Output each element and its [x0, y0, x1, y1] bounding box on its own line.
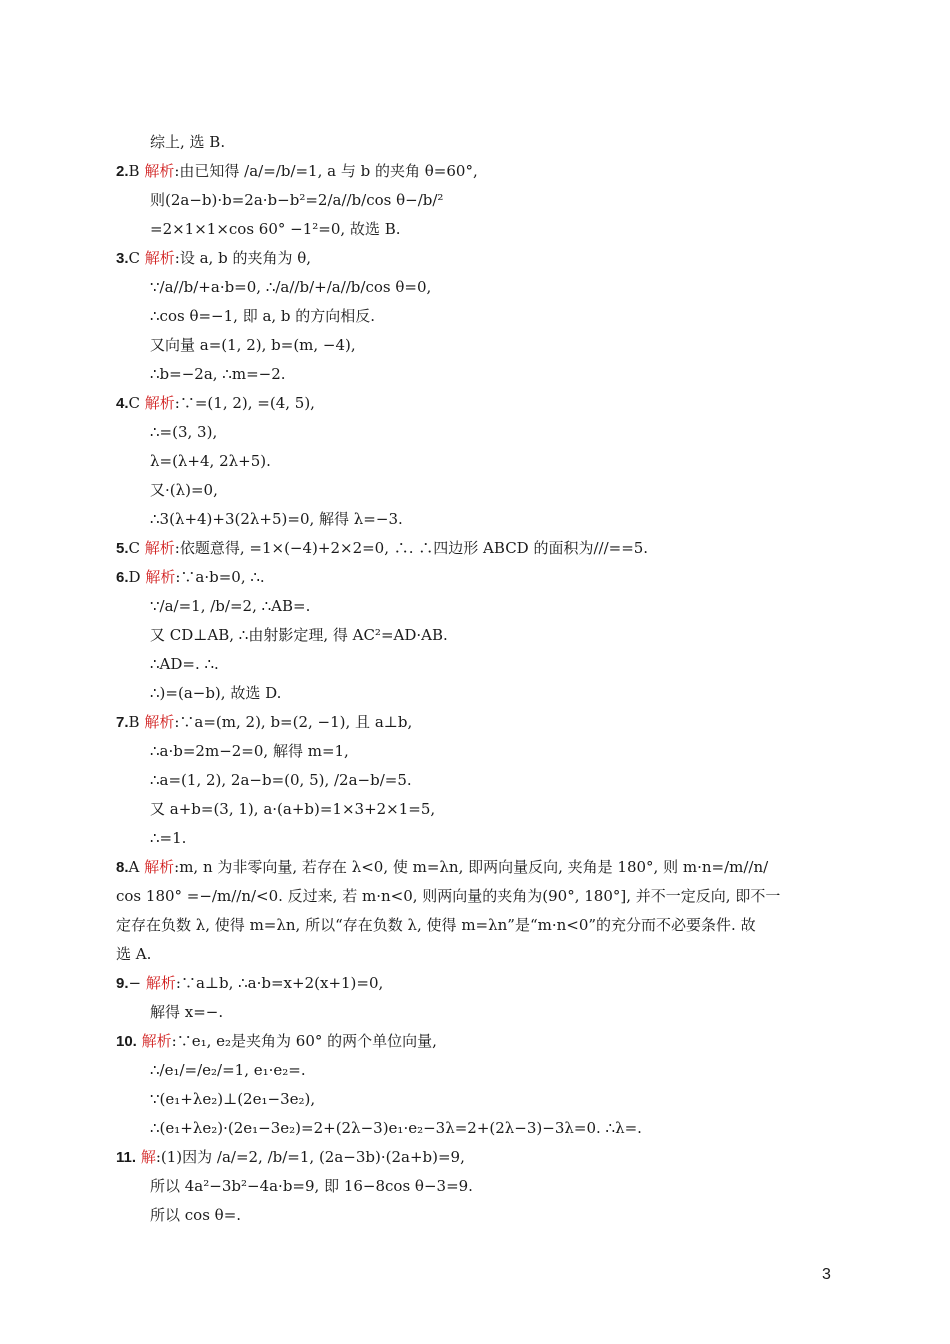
line-text: ∴a=(1, 2), 2a−b=(0, 5), /2a−b/=5. [150, 771, 412, 789]
text-line [150, 1176, 473, 1196]
text-line [116, 944, 151, 964]
line-text: 综上, 选 B. [150, 133, 226, 151]
text-line [150, 828, 186, 848]
line-text: ∴=(3, 3), [150, 423, 218, 441]
text-line [150, 770, 412, 790]
answer-label: 解析 [144, 713, 175, 731]
line-text: =2×1×1×cos 60° −1²=0, 故选 B. [150, 220, 401, 238]
question-number: 11. [116, 1149, 137, 1166]
question-number: 4. [116, 395, 129, 412]
answer-label: 解析 [144, 539, 175, 557]
line-text: ∴(e₁+λe₂)·(2e₁−3e₂)=2+(2λ−3)e₁·e₂−3λ=2+(2λ−3)−3λ=0. ∴λ=. [150, 1119, 642, 1137]
text-line [116, 886, 780, 906]
question-number: 6. [116, 569, 129, 586]
line-text: 所以 cos θ=. [150, 1206, 242, 1224]
question-number: 7. [116, 714, 129, 731]
text-line [150, 335, 356, 355]
answer-choice: C [128, 394, 140, 412]
text-line [150, 683, 281, 703]
text-line [116, 1147, 465, 1168]
question-number: 9. [116, 975, 129, 992]
text-line [150, 306, 375, 326]
answer-choice: B [128, 713, 140, 731]
line-text: ∴)=(a−b), 故选 D. [150, 684, 282, 702]
line-text: ∴AD=. ∴. [150, 655, 219, 673]
text-line [150, 509, 403, 529]
text-line [150, 654, 219, 674]
line-text: :m, n 为非零向量, 若存在 λ<0, 使 m=λn, 即两向量反向, 夹角是 180°, 则 m·n=/m//n/ [174, 858, 769, 876]
answer-choice: − [128, 974, 142, 992]
text-line [116, 248, 311, 269]
line-text: :由已知得 /a/=/b/=1, a 与 b 的夹角 θ=60°, [174, 162, 478, 180]
line-text: :∵a·b=0, ∴. [175, 568, 265, 586]
line-text: :∵a=(m, 2), b=(2, −1), 且 a⊥b, [174, 713, 413, 731]
question-number: 5. [116, 540, 129, 557]
line-text: 又 a+b=(3, 1), a·(a+b)=1×3+2×1=5, [150, 800, 436, 818]
text-line [116, 567, 265, 588]
line-text: ∵(e₁+λe₂)⊥(2e₁−3e₂), [150, 1090, 316, 1108]
page-number: 3 [822, 1266, 831, 1283]
text-line [150, 132, 225, 152]
answer-choice: D [128, 568, 141, 586]
answer-choice: A [128, 858, 140, 876]
line-text: 又 CD⊥AB, ∴由射影定理, 得 AC²=AD·AB. [150, 626, 448, 644]
answer-label: 解析 [145, 568, 176, 586]
line-text: ∵/a/=1, /b/=2, ∴AB=. [150, 597, 311, 615]
text-line [116, 973, 383, 994]
line-text: cos 180° =−/m//n/<0. 反过来, 若 m·n<0, 则两向量的夹角为(90°, 180°], 并不一定反向, 即不一 [116, 887, 781, 905]
line-text: 又向量 a=(1, 2), b=(m, −4), [150, 336, 356, 354]
text-line [150, 277, 431, 297]
text-line [116, 915, 756, 935]
line-text: :∵a⊥b, ∴a·b=x+2(x+1)=0, [175, 974, 384, 992]
text-line [150, 596, 310, 616]
text-line [116, 161, 478, 182]
line-text: 解得 x=−. [150, 1003, 224, 1021]
line-text: 所以 4a²−3b²−4a·b=9, 即 16−8cos θ−3=9. [150, 1177, 473, 1195]
text-line [150, 480, 218, 500]
line-text: :∵e₁, e₂是夹角为 60° 的两个单位向量, [171, 1032, 437, 1050]
solution-label: 解 [140, 1148, 156, 1166]
answer-choice: B [128, 162, 140, 180]
line-text: λ=(λ+4, 2λ+5). [150, 452, 271, 470]
text-line [116, 712, 412, 733]
answer-label: 解析 [144, 162, 175, 180]
question-number: 3. [116, 250, 129, 267]
line-text: 则(2a−b)·b=2a·b−b²=2/a//b/cos θ−/b/² [150, 191, 444, 209]
text-line [150, 1002, 223, 1022]
text-line [150, 219, 401, 239]
line-text: ∴b=−2a, ∴m=−2. [150, 365, 286, 383]
text-line [116, 857, 768, 878]
text-line [116, 393, 315, 414]
line-text: ∴a·b=2m−2=0, 解得 m=1, [150, 742, 349, 760]
line-text: ∴=1. [150, 829, 187, 847]
question-number: 2. [116, 163, 129, 180]
line-text: :(1)因为 /a/=2, /b/=1, (2a−3b)·(2a+b)=9, [155, 1148, 465, 1166]
answer-choice: C [128, 249, 140, 267]
line-text: 选 A. [116, 945, 152, 963]
text-line [116, 538, 648, 559]
line-text: ∴cos θ=−1, 即 a, b 的方向相反. [150, 307, 376, 325]
text-line [150, 190, 443, 210]
text-line [150, 451, 271, 471]
line-text: 定存在负数 λ, 使得 m=λn, 所以“存在负数 λ, 使得 m=λn”是“m·n<0”的充分而不必要条件. 故 [116, 916, 756, 934]
text-line [150, 364, 286, 384]
answer-label: 解析 [141, 1032, 172, 1050]
text-line [150, 625, 448, 645]
line-text: 又·(λ)=0, [150, 481, 218, 499]
line-text: ∴3(λ+4)+3(2λ+5)=0, 解得 λ=−3. [150, 510, 403, 528]
line-text: :依题意得, =1×(−4)+2×2=0, ∴. ∴四边形 ABCD 的面积为///==5. [174, 539, 649, 557]
question-number: 10. [116, 1033, 137, 1050]
answer-label: 解析 [144, 394, 175, 412]
text-line [150, 1089, 315, 1109]
text-line [150, 422, 217, 442]
text-line [150, 1060, 306, 1080]
text-line [150, 1205, 241, 1225]
question-number: 8. [116, 859, 129, 876]
text-line [150, 799, 435, 819]
text-line [150, 741, 349, 761]
answer-label: 解析 [144, 858, 175, 876]
line-text: ∴/e₁/=/e₂/=1, e₁·e₂=. [150, 1061, 306, 1079]
text-line [116, 1031, 437, 1052]
line-text: ∵/a//b/+a·b=0, ∴/a//b/+/a//b/cos θ=0, [150, 278, 432, 296]
line-text: :设 a, b 的夹角为 θ, [174, 249, 312, 267]
line-text: :∵=(1, 2), =(4, 5), [174, 394, 315, 412]
answer-label: 解析 [145, 974, 176, 992]
text-line [150, 1118, 642, 1138]
answer-label: 解析 [144, 249, 175, 267]
answer-choice: C [128, 539, 140, 557]
